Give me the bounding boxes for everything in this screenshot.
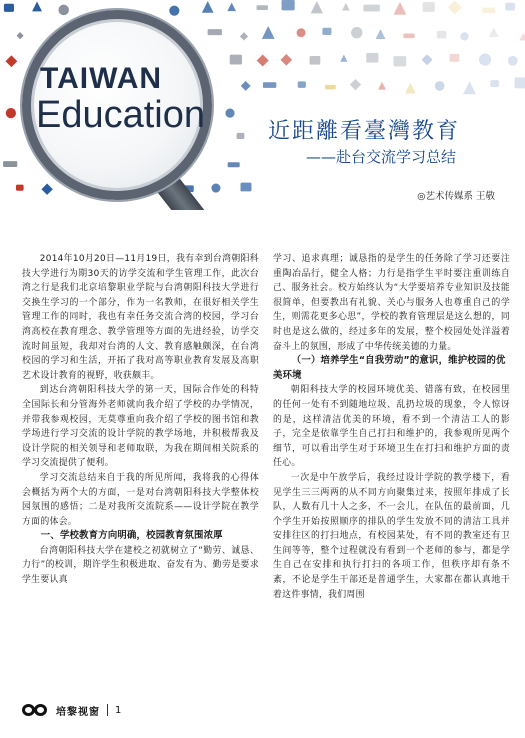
education-icon [225, 109, 234, 118]
education-icon [482, 8, 495, 13]
education-icon [394, 2, 407, 15]
education-icon [32, 1, 42, 11]
education-icon [257, 5, 268, 10]
education-icon [363, 5, 379, 12]
lens-title-education: Education [36, 94, 206, 136]
education-icon [311, 1, 323, 13]
education-icon [350, 79, 361, 90]
education-icon [230, 55, 242, 65]
education-icon [515, 77, 525, 88]
education-icon [405, 83, 416, 94]
education-icon [489, 27, 499, 37]
left-column [22, 252, 259, 692]
education-icon [237, 133, 245, 139]
paragraph: 台湾朝阳科技大学在建校之初就树立了“勤劳、诚恳、力行”的校训，期许学生积极进取、奋发有为、勤劳是要求学生要认真 [22, 545, 259, 586]
article-subtitle: ——赴台交流学习总结 [306, 148, 457, 166]
education-icon [240, 32, 248, 40]
paragraph: 学习、追求真理；诚恳指的是学生的任务除了学习还要注重陶冶品行，健全人格；力行是指学生平时要注重训练自己、服务社会。校方始终认为“大学要培养专业知识及技能很简单，但要教出有礼貌、关心与服务人也尊重自己的学生，则需花更多心思”，学校的教育管理层是这么想的，同时也是这么做的，经过多年的发展，整个校园处处洋溢着奋斗上的氛围，形成了中华传统美德的力量。 [273, 254, 510, 352]
paragraph: 2014年10月20日—11月19日，我有幸到台湾朝阳科技大学进行为期30天的访学交流和学生管理工作，此次台湾之行是我们北京培黎职业学院与台湾朝阳科技大学进行交换生学习的一个部分，作为一名教师，在很好相关学生管理工作的同时，我也有幸任务交流合湾的校园，学习台湾高校在教育理念、教学管理等方面的先进经验，访学交流时间虽短，我却对台湾的人文、教育感触颇深，在台湾校园的学习和生活，开拓了我对高等职业教育发展及高职艺术设计教育的视野，收获颇丰。 [22, 254, 259, 381]
paragraph: 学习交流总结来自于我的所见所闻，我将我的心得体会概括为两个大的方面，一是对台湾朝阳科技大学整体校园氛围的感悟；二是对我所交流院系——设计学院在教学方面的体会。 [22, 472, 259, 527]
section-heading: 一、学校教育方向明确，校园教育氛围浓厚 [40, 530, 223, 542]
education-icon [4, 4, 14, 12]
education-icon [366, 53, 378, 63]
education-icon [211, 184, 220, 193]
lens-title-taiwan: TAIWAN [40, 62, 163, 95]
education-icon [6, 108, 16, 118]
education-icon [202, 1, 214, 13]
education-icon [376, 29, 386, 39]
education-icon [281, 54, 293, 66]
paragraph: 到达台湾朝阳科技大学的第一天，国际合作处的科特全国际长和分管海外老师就向我介绍了学校的办学情况，并带我参观校园，无莫尊重向我介绍了学校的图书馆和教学场进行学习交流的设计学院的教学场地，并积极帮我及设计学院的相关领导和老师取联，为我在期间相关院系的学习交流提供了便利。 [22, 385, 259, 469]
education-icon [298, 81, 306, 87]
education-icon [257, 54, 269, 66]
education-icon [505, 3, 515, 11]
education-icon [228, 162, 240, 167]
education-icon [519, 33, 525, 41]
education-icon [58, 5, 68, 15]
education-icon [422, 54, 433, 65]
education-icon [241, 183, 252, 192]
education-icon [448, 0, 462, 14]
education-icon [169, 6, 179, 16]
right-column [273, 252, 510, 692]
article-title: 近距離看臺灣教育 [268, 119, 461, 144]
education-icon [16, 185, 24, 191]
education-icon [508, 56, 518, 66]
education-icon [403, 33, 414, 38]
education-icon [41, 184, 52, 195]
education-icon [490, 80, 499, 87]
journal-name: 培黎视窗 [56, 706, 100, 718]
education-icon [393, 56, 406, 66]
education-icon [463, 81, 476, 94]
education-icon [340, 54, 347, 61]
paragraph: 朝阳科技大学的校园环境优美、错落有致，在校园里的任何一处有不到随地垃圾、乱扔垃圾的现象，令人惊讶的是，这样清洁优美的环境，看不到一个清洁工人的影子，完全是依靠学生自己打扫和维护的，我参观所见两个细节，可以看出学生对于环境卫生在打扫和维护方面的责任心。 [273, 385, 510, 469]
article-body [22, 252, 510, 692]
education-icon [227, 3, 236, 12]
education-icon [241, 81, 251, 91]
education-icon [262, 26, 275, 39]
page-number: 1 [115, 704, 122, 716]
subsection-heading: （一）培养学生“自我劳动”的意识，维护校园的优美环境 [273, 355, 506, 381]
education-icon [423, 2, 435, 12]
education-icon [450, 54, 460, 62]
header-banner [0, 0, 525, 210]
journal-logo-icon [22, 703, 52, 717]
education-icon [208, 29, 222, 35]
education-icon [263, 82, 276, 88]
education-icon [435, 81, 445, 91]
education-icon [3, 161, 17, 167]
education-icon [322, 28, 331, 35]
paragraph: 一次是中午放学后，我经过设计学院的教学楼下，看见学生三三两两的从不同方向聚集过来，按照年排成了长队，人数有几十人之多，不一会儿，在队伍的最前面，几个学生开始按照顺序的排队的学生发放不同的清洁工具并安排往区的打扫地点，有校园某处，有不同的教室还有卫生间等等，整个过程就没有看到一个老师的参与，都是学生自己在安排和执行打扫的各项工作，但秩序却有条不紊，不论是学生干部还是普通学生，大家都在都认真地干着这件事情，我们周围 [273, 472, 510, 600]
education-icon [342, 3, 350, 11]
education-icon [6, 55, 18, 67]
page-footer [22, 700, 121, 720]
education-icon [310, 56, 321, 65]
education-icon [325, 85, 336, 89]
article-author: ◎艺术传媒系 王敬 [417, 191, 495, 202]
education-icon [460, 32, 468, 40]
education-icon [437, 31, 447, 39]
education-icon [479, 54, 491, 66]
education-icon [351, 27, 362, 38]
education-icon [378, 82, 386, 90]
education-icon [17, 32, 24, 39]
education-icon [297, 28, 306, 37]
footer-divider [107, 704, 108, 716]
education-icon [282, 0, 295, 10]
